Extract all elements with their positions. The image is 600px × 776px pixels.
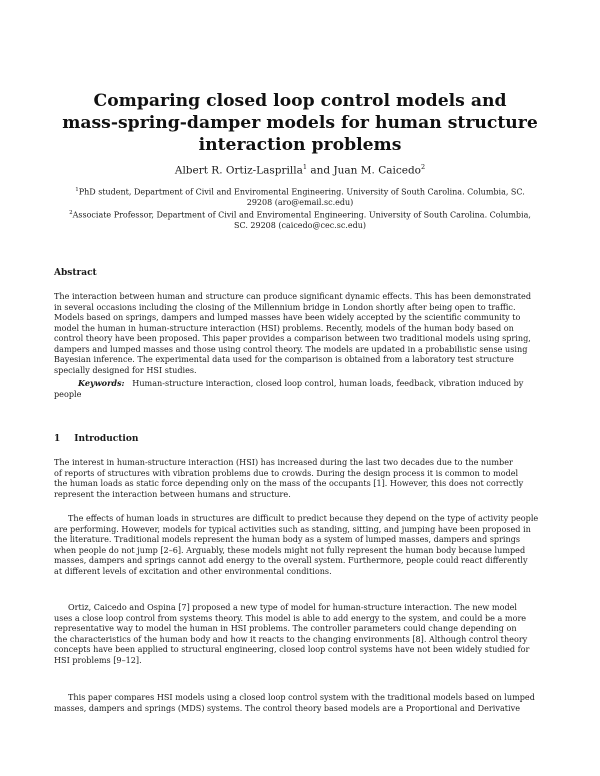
author-name: Juan M. Caicedo: [333, 164, 421, 177]
text-line: the human loads as static force depending only on the mass of the occupants [1]. However, this does not correctly: [54, 478, 524, 489]
text-line: [54, 378, 548, 389]
affiliation-text: PhD student, Department of Civil and Enviromental Engineering. University of South Carolina. Columbia, SC.: [78, 187, 525, 197]
section-heading: [54, 434, 138, 444]
text-line: uses a close loop control from systems theory. This model is able to add energy to the system, and could be a more: [54, 612, 527, 623]
author-affil-mark: 1: [302, 163, 308, 171]
affiliation-text: Associate Professor, Department of Civil and Enviromental Engineering. University of South Carolina. Columbia,: [72, 210, 531, 220]
keywords-label: Keywords:: [78, 378, 125, 388]
intro-paragraph: [54, 692, 548, 713]
title-line: mass-spring-damper models for human structure: [62, 113, 538, 133]
text-line: masses, dampers and springs cannot add energy to the overall system. Furthermore, people could react differently: [54, 555, 528, 566]
affiliation: [60, 208, 540, 232]
text-line: of reports of structures with vibration problems due to crowds. During the design process it is common to model: [54, 467, 519, 478]
text-line: the literature. Traditional models represent the human body as a system of lumped masses, dampers and springs: [54, 534, 521, 545]
author-name: Albert R. Ortiz-Lasprilla: [174, 164, 303, 177]
intro-paragraph: [54, 513, 548, 576]
text-line: The interest in human-structure interaction (HSI) has increased during the last two decades due to the number: [54, 457, 513, 467]
text-line: representative way to model the human in HSI problems. The controller parameters could change depending on: [54, 623, 517, 634]
text-line: masses, dampers and springs (MDS) systems. The control theory based models are a Proportional and Derivative: [54, 702, 520, 713]
paper-title: [60, 90, 540, 156]
section-number: 1: [54, 434, 61, 444]
title-line: Comparing closed loop control models and: [93, 91, 507, 111]
keywords: [54, 378, 548, 399]
text-line: are performing. However, models for typical activities such as standing, sitting, and jumping have been proposed in: [54, 523, 531, 534]
affiliation: [60, 185, 540, 209]
keywords-text: Human-structure interaction, closed loop control, human loads, feedback, vibration induced by: [132, 378, 524, 388]
text-line: model the human in human-structure interaction (HSI) problems. Recently, models of the human body based on: [54, 322, 514, 333]
abstract-heading: Abstract: [54, 268, 97, 278]
affiliation-line: 29208 (aro@email.sc.edu): [246, 198, 354, 208]
text-line: Ortiz, Caicedo and Ospina [7] proposed a new type of model for human-structure interaction. The new model: [68, 602, 518, 612]
text-line: when people do not jump [2–6]. Arguably, these models might not fully represent the human body because lumped: [54, 544, 526, 555]
affiliation-line: SC. 29208 (caicedo@cec.sc.edu): [234, 221, 366, 231]
text-line: The effects of human loads in structures are difficult to predict because they depend on the type of activity people: [68, 513, 539, 523]
text-line: concepts have been applied to structural engineering, closed loop control systems have not been widely studied for: [54, 644, 530, 655]
text-line: The interaction between human and structure can produce significant dynamic effects. This has been demonstrated: [54, 291, 532, 301]
text-line: in several occasions including the closing of the Millennium bridge in London shortly after being open to traffic.: [54, 301, 516, 312]
text-line: Bayesian inference. The experimental data used for the comparison is obtained from a laboratory test structure: [54, 354, 514, 365]
author-list: [60, 163, 540, 177]
text-line: the characteristics of the human body and how it reacts to the changing environments [8]. Although control theory: [54, 633, 528, 644]
abstract-body: [54, 291, 548, 375]
affiliation-mark: 1: [75, 187, 79, 193]
text-line: dampers and lumped masses and those using control theory. The models are updated in a probabilistic sense using: [54, 343, 528, 354]
section-title: Introduction: [74, 434, 139, 444]
text-line: This paper compares HSI models using a closed loop control system with the traditional models based on lumped: [68, 692, 535, 702]
title-line: interaction problems: [198, 135, 402, 155]
affiliation-line: [60, 185, 540, 198]
text-line: represent the interaction between humans and structure.: [54, 488, 291, 499]
author-affil-mark: 2: [421, 163, 426, 171]
author-separator: and: [307, 164, 334, 177]
text-line: at different levels of excitation and other environmental conditions.: [54, 565, 332, 576]
text-line: people: [54, 388, 82, 399]
text-line: specially designed for HSI studies.: [54, 364, 197, 375]
text-line: HSI problems [9–12].: [54, 654, 142, 665]
affiliation-mark: 2: [69, 210, 73, 216]
intro-paragraph: [54, 457, 548, 499]
text-line: Models based on springs, dampers and lumped masses have been widely accepted by the scientific community to: [54, 312, 521, 323]
text-line: control theory have been proposed. This paper provides a comparison between two traditional models using spring,: [54, 333, 531, 344]
affiliation-line: [60, 208, 540, 221]
intro-paragraph: [54, 602, 548, 665]
